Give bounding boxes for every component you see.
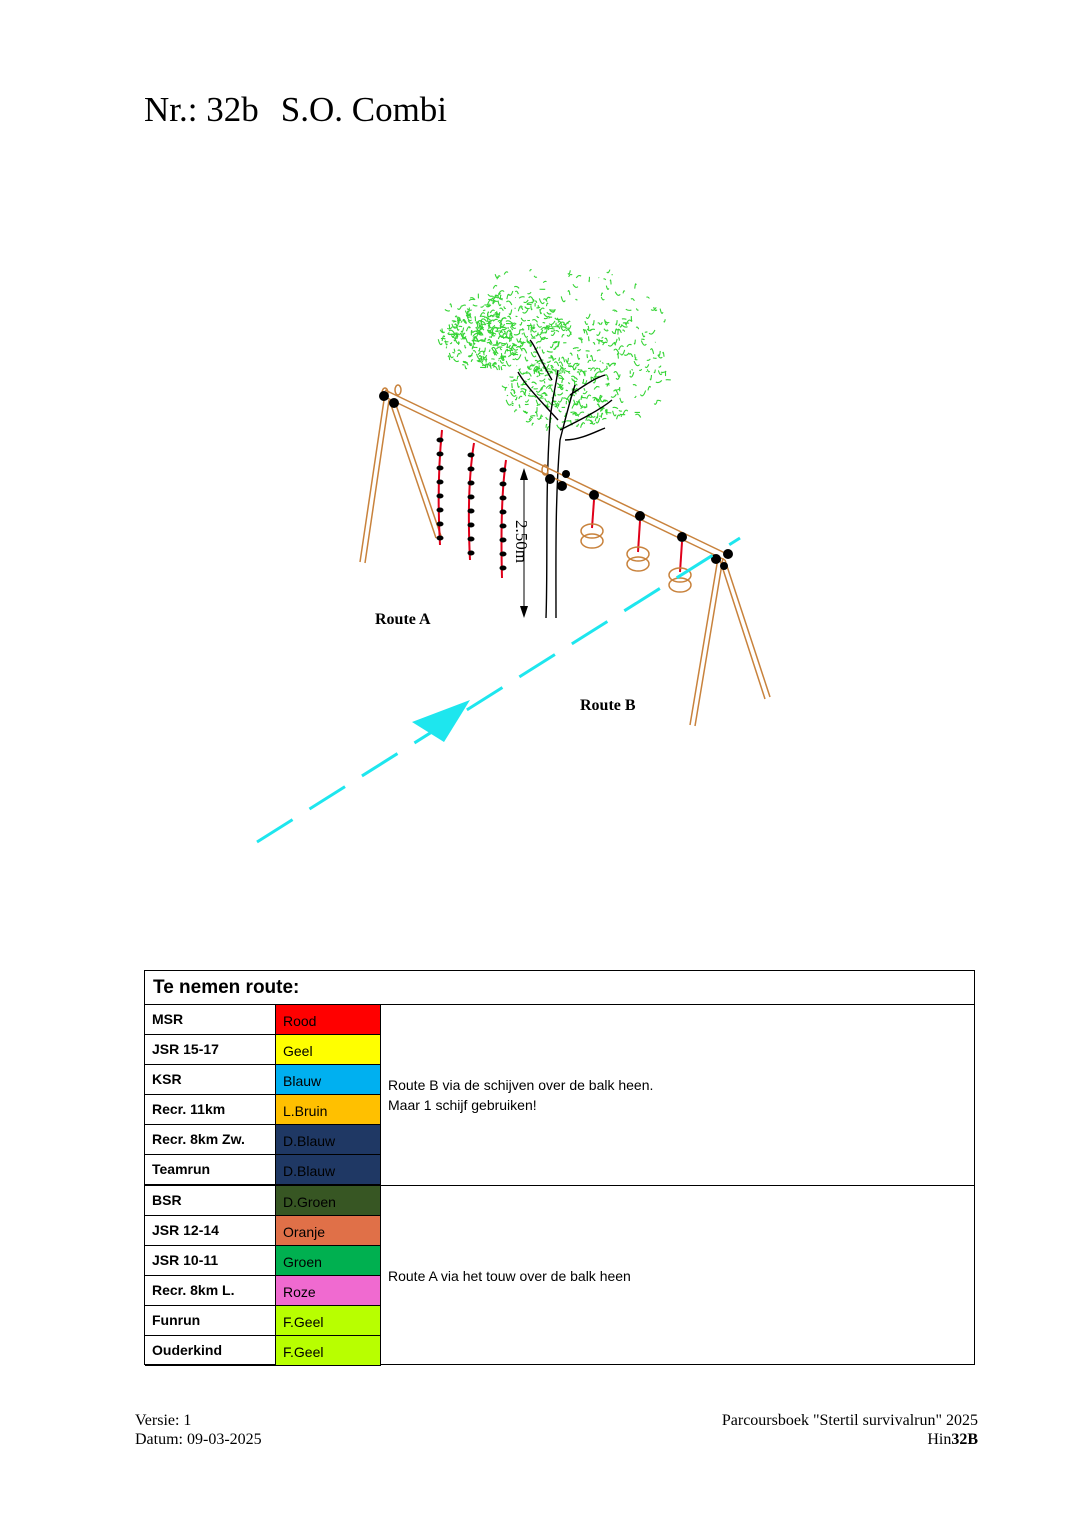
date-text: Datum: 09-03-2025 (135, 1431, 262, 1448)
table-row (145, 1125, 381, 1155)
table-row (145, 1336, 381, 1366)
color-cell: F.Geel (276, 1336, 381, 1365)
footer-right (722, 1411, 978, 1449)
beam (382, 385, 725, 560)
table-row (145, 1186, 381, 1216)
category-cell: JSR 12-14 (145, 1216, 276, 1245)
category-cell: BSR (145, 1186, 276, 1215)
right-frame (690, 558, 770, 726)
route-note-line: Route B via de schijven over de balk heen. (388, 1077, 654, 1093)
color-cell: D.Blauw (276, 1125, 381, 1154)
height-label: 2.50m (512, 520, 531, 563)
hin-prefix: Hin (927, 1431, 952, 1448)
table-row (145, 1216, 381, 1246)
left-frame (360, 400, 441, 563)
tree-foliage (438, 270, 671, 431)
table-row (145, 1306, 381, 1336)
route-table-heading: Te nemen route: (145, 971, 974, 1005)
hin-reference (722, 1430, 978, 1449)
route-note (388, 1266, 631, 1286)
color-cell: Blauw (276, 1065, 381, 1094)
obstacle-number: Nr.: 32b (144, 90, 259, 129)
route-b-label: Route B (580, 697, 636, 714)
table-row (145, 1276, 381, 1306)
color-cell: Roze (276, 1276, 381, 1305)
category-cell: Recr. 8km L. (145, 1276, 276, 1305)
hin-number: 32B (951, 1431, 978, 1448)
table-row (145, 1155, 381, 1185)
category-cell: Teamrun (145, 1155, 276, 1184)
tree-trunk (518, 340, 612, 618)
color-cell: D.Groen (276, 1186, 381, 1215)
category-cell: Recr. 8km Zw. (145, 1125, 276, 1154)
color-cell: Groen (276, 1246, 381, 1275)
color-cell: Rood (276, 1005, 381, 1034)
route-arrow-icon (412, 700, 470, 742)
category-cell: MSR (145, 1005, 276, 1034)
table-row (145, 1246, 381, 1276)
category-cell: Ouderkind (145, 1336, 276, 1365)
route-group-a (145, 1186, 974, 1366)
category-cell: JSR 10-11 (145, 1246, 276, 1275)
category-cell: Recr. 11km (145, 1095, 276, 1124)
route-a-label: Route A (375, 611, 431, 628)
route-table (144, 970, 975, 1365)
obstacle-name: S.O. Combi (280, 90, 448, 129)
version-text: Versie: 1 (135, 1412, 192, 1429)
color-cell: L.Bruin (276, 1095, 381, 1124)
table-row (145, 1095, 381, 1125)
route-note (388, 1075, 653, 1115)
rope-knots (437, 438, 507, 571)
route-note-line: Maar 1 schijf gebruiken! (388, 1097, 537, 1113)
route-note-line: Route A via het touw over de balk heen (388, 1268, 631, 1284)
table-row (145, 1035, 381, 1065)
book-title: Parcoursboek "Stertil survivalrun" 2025 (721, 1412, 978, 1429)
table-row (145, 1065, 381, 1095)
category-cell: JSR 15-17 (145, 1035, 276, 1064)
route-line (257, 538, 740, 842)
color-cell: Oranje (276, 1216, 381, 1245)
table-row (145, 1005, 381, 1035)
category-cell: Funrun (145, 1306, 276, 1335)
footer-left (135, 1411, 262, 1449)
color-cell: Geel (276, 1035, 381, 1064)
color-cell: F.Geel (276, 1306, 381, 1335)
color-cell: D.Blauw (276, 1155, 381, 1184)
climbing-ropes (439, 430, 506, 578)
category-cell: KSR (145, 1065, 276, 1094)
route-group-b (145, 1005, 974, 1186)
